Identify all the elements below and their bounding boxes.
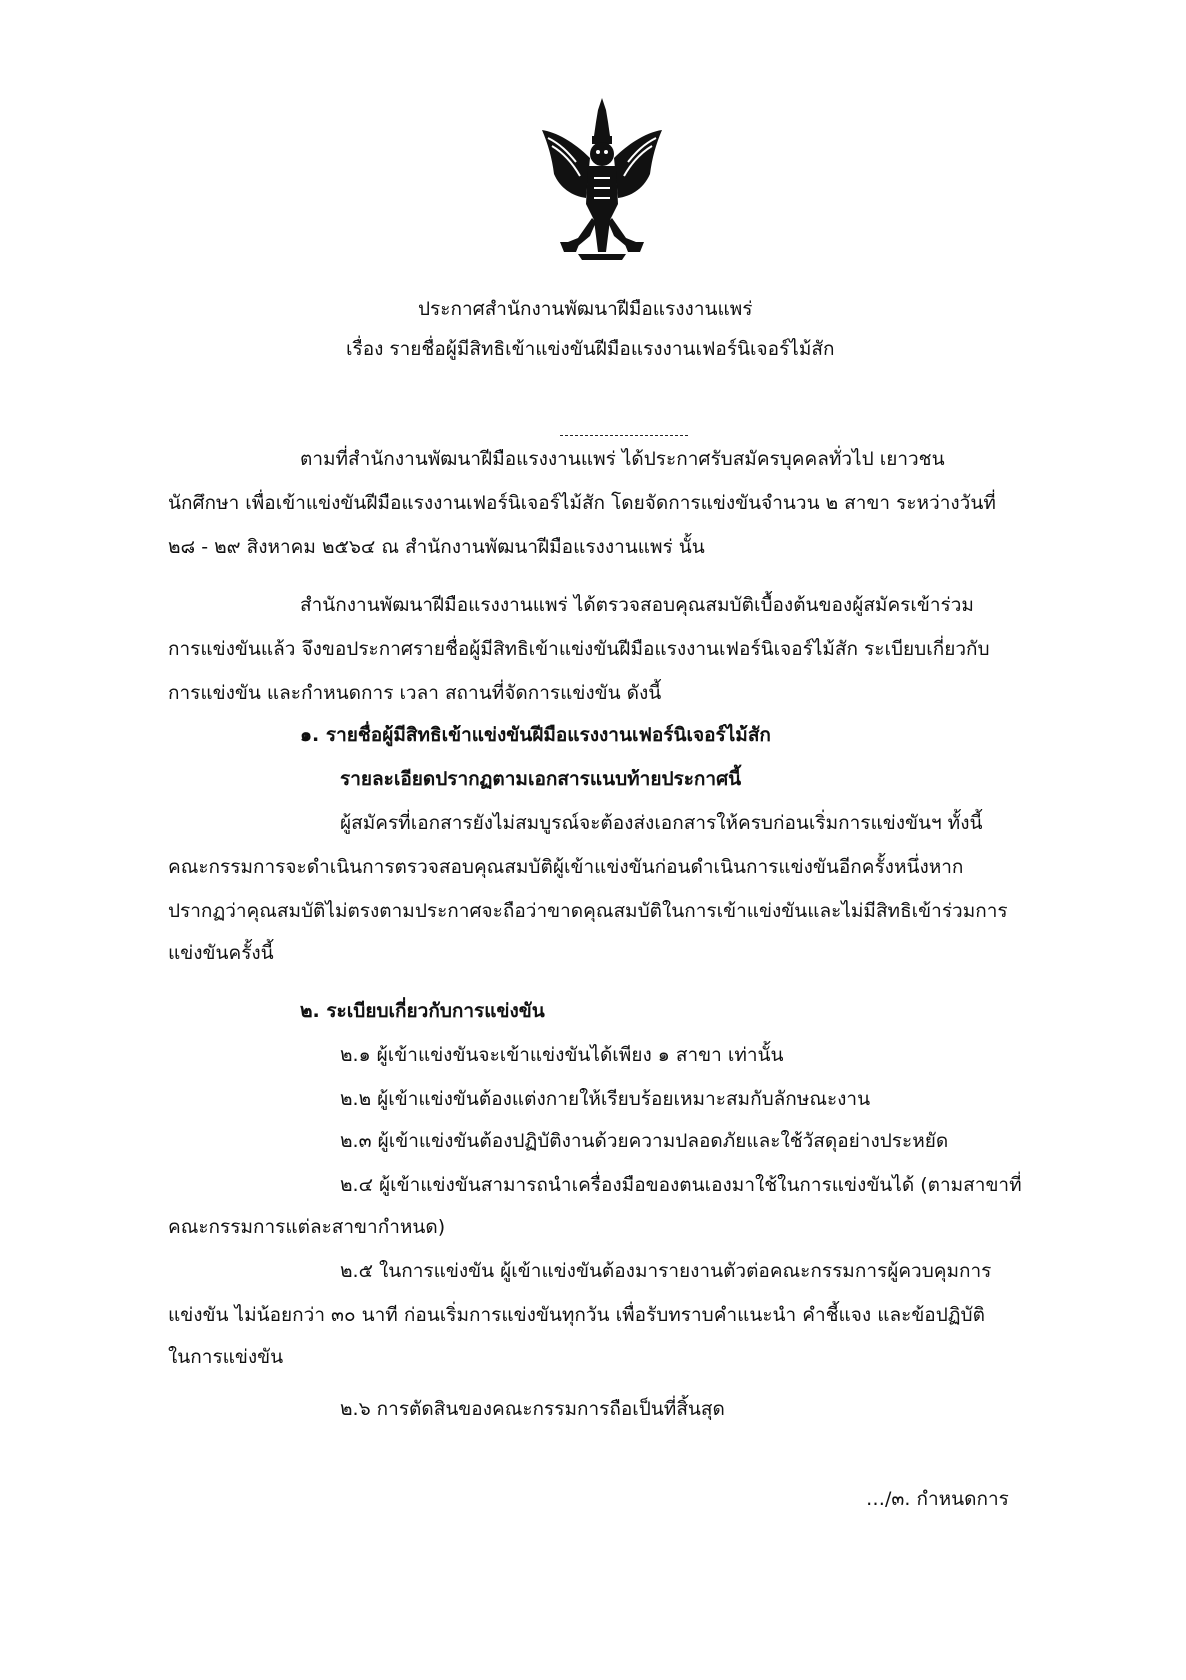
garuda-emblem-icon [538, 92, 666, 262]
section-1-subheading: รายละเอียดปรากฏตามเอกสารแนบท้ายประกาศนี้ [340, 768, 742, 790]
intro-line-3: ๒๘ - ๒๙ สิงหาคม ๒๕๖๔ ณ สำนักงานพัฒนาฝีมือแรงงานแพร่ นั้น [168, 536, 705, 558]
continuation-note: …/๓. กำหนดการ [866, 1488, 1009, 1510]
announcement-title: ประกาศสำนักงานพัฒนาฝีมือแรงงานแพร่ [418, 298, 753, 320]
rule-2-2: ๒.๒ ผู้เข้าแข่งขันต้องแต่งกายให้เรียบร้อยเหมาะสมกับลักษณะงาน [340, 1088, 871, 1110]
section-1-line-2: คณะกรรมการจะดำเนินการตรวจสอบคุณสมบัติผู้เข้าแข่งขันก่อนดำเนินการแข่งขันอีกครั้งหนึ่งหาก [168, 856, 964, 878]
para2-line-2: การแข่งขันแล้ว จึงขอประกาศรายชื่อผู้มีสิทธิเข้าแข่งขันฝีมือแรงงานเฟอร์นิเจอร์ไม้สัก ระเบียบเกี่ยวกับ [168, 638, 990, 660]
title-divider [560, 435, 688, 436]
section-2-heading: ๒. ระเบียบเกี่ยวกับการแข่งขัน [300, 1000, 545, 1022]
intro-line-2: นักศึกษา เพื่อเข้าแข่งขันฝีมือแรงงานเฟอร์นิเจอร์ไม้สัก โดยจัดการแข่งขันจำนวน ๒ สาขา ระหว่างวันที่ [168, 492, 996, 514]
rule-2-4-line-2: คณะกรรมการแต่ละสาขากำหนด) [168, 1216, 446, 1238]
para2-line-3: การแข่งขัน และกำหนดการ เวลา สถานที่จัดการแข่งขัน ดังนี้ [168, 682, 662, 704]
section-1-line-1: ผู้สมัครที่เอกสารยังไม่สมบูรณ์จะต้องส่งเอกสารให้ครบก่อนเริ่มการแข่งขันฯ ทั้งนี้ [340, 812, 983, 834]
rule-2-5-line-1: ๒.๕ ในการแข่งขัน ผู้เข้าแข่งขันต้องมารายงานตัวต่อคณะกรรมการผู้ควบคุมการ [340, 1260, 992, 1282]
rule-2-6: ๒.๖ การตัดสินของคณะกรรมการถือเป็นที่สิ้นสุด [340, 1398, 725, 1420]
para2-line-1: สำนักงานพัฒนาฝีมือแรงงานแพร่ ได้ตรวจสอบคุณสมบัติเบื้องต้นของผู้สมัครเข้าร่วม [300, 594, 974, 616]
rule-2-5-line-3: ในการแข่งขัน [168, 1346, 284, 1368]
section-1-line-3: ปรากฏว่าคุณสมบัติไม่ตรงตามประกาศจะถือว่าขาดคุณสมบัติในการเข้าแข่งขันและไม่มีสิทธิเข้าร่วมการ [168, 900, 1008, 922]
announcement-subject: เรื่อง รายชื่อผู้มีสิทธิเข้าแข่งขันฝีมือแรงงานเฟอร์นิเจอร์ไม้สัก [346, 338, 835, 360]
rule-2-5-line-2: แข่งขัน ไม่น้อยกว่า ๓๐ นาที ก่อนเริ่มการแข่งขันทุกวัน เพื่อรับทราบคำแนะนำ คำชี้แจง และข้อปฏิบัติ [168, 1304, 985, 1326]
rule-2-1: ๒.๑ ผู้เข้าแข่งขันจะเข้าแข่งขันได้เพียง ๑ สาขา เท่านั้น [340, 1044, 784, 1066]
section-1-line-4: แข่งขันครั้งนี้ [168, 942, 274, 964]
intro-line-1: ตามที่สำนักงานพัฒนาฝีมือแรงงานแพร่ ได้ประกาศรับสมัครบุคคลทั่วไป เยาวชน [300, 448, 945, 470]
rule-2-3: ๒.๓ ผู้เข้าแข่งขันต้องปฏิบัติงานด้วยความปลอดภัยและใช้วัสดุอย่างประหยัด [340, 1130, 949, 1152]
section-1-heading: ๑. รายชื่อผู้มีสิทธิเข้าแข่งขันฝีมือแรงงานเฟอร์นิเจอร์ไม้สัก [300, 724, 771, 746]
rule-2-4-line-1: ๒.๔ ผู้เข้าแข่งขันสามารถนำเครื่องมือของตนเองมาใช้ในการแข่งขันได้ (ตามสาขาที่ [340, 1174, 1022, 1196]
